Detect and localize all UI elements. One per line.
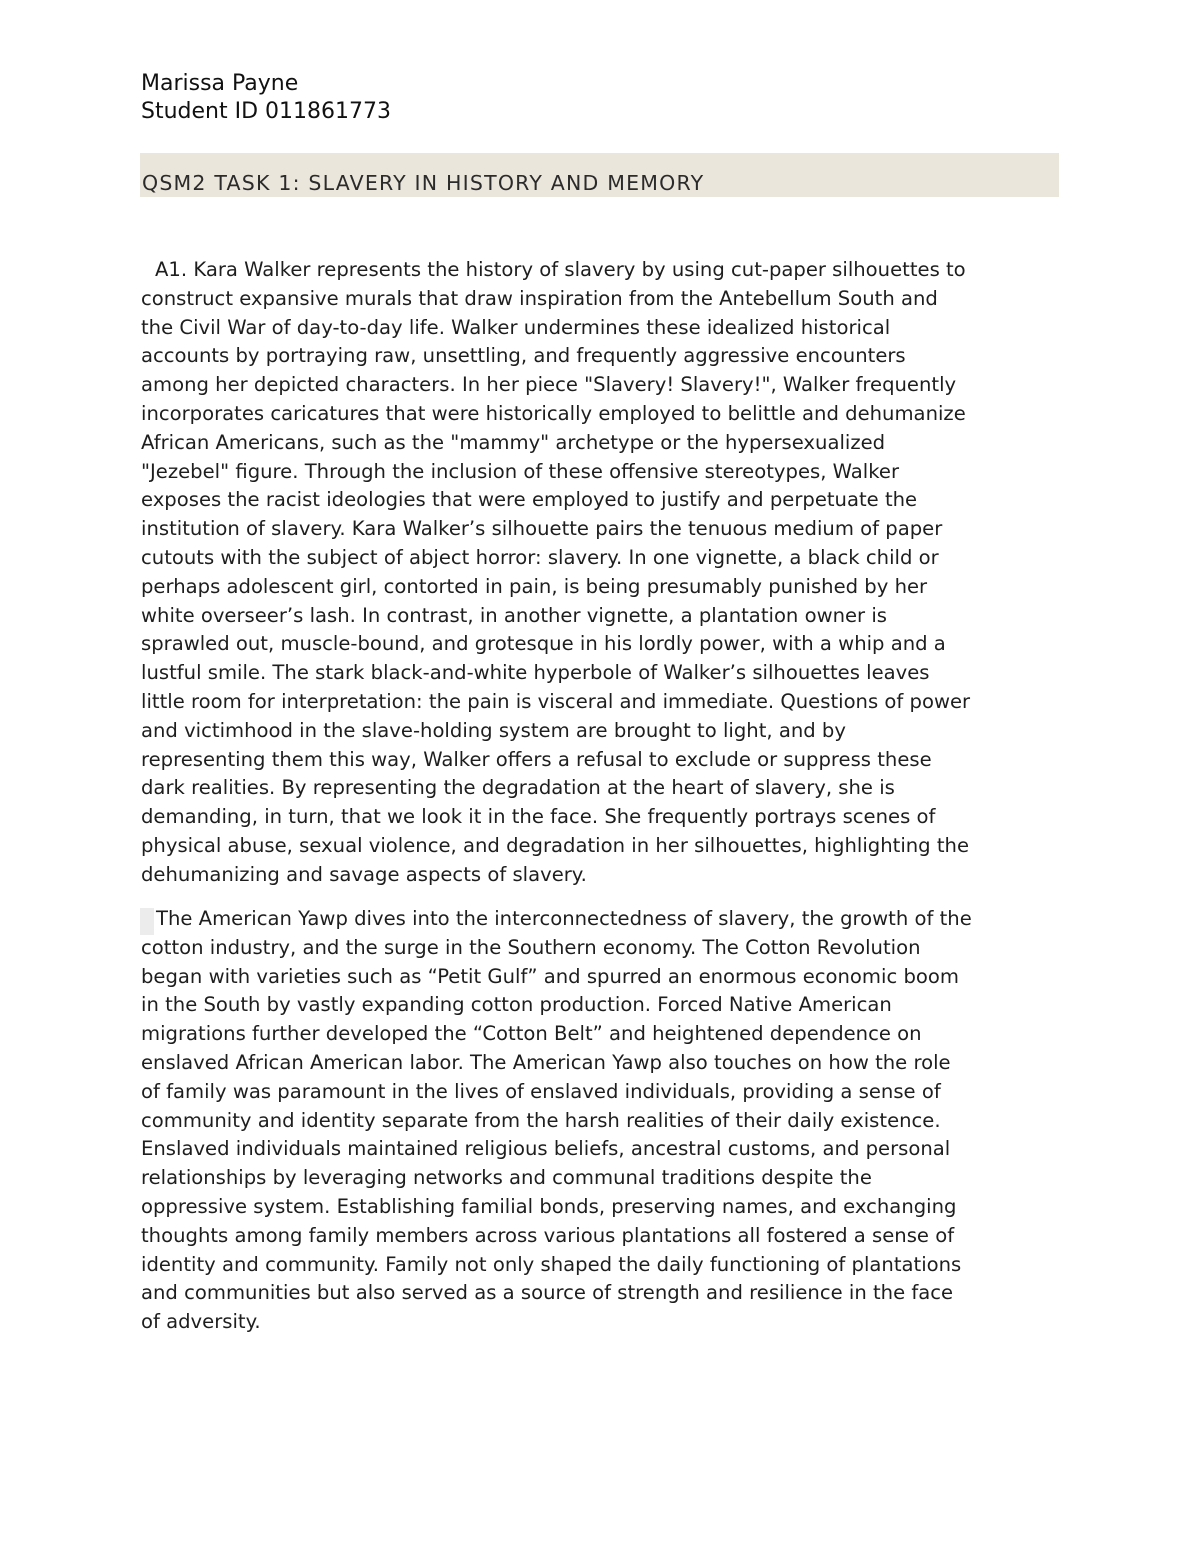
text-line: and victimhood in the slave-holding system are brought to light, and by [141, 718, 846, 742]
text-line: and communities but also served as a source of strength and resilience in the face [141, 1281, 954, 1305]
text-line: incorporates caricatures that were historically employed to belittle and dehumanize [141, 401, 966, 425]
text-line: among her depicted characters. In her piece "Slavery! Slavery!", Walker frequently [141, 373, 957, 397]
author-block [141, 70, 391, 126]
text-line: construct expansive murals that draw inspiration from the Antebellum South and [141, 286, 938, 310]
text-cursor-highlight [140, 908, 154, 935]
text-line: exposes the racist ideologies that were employed to justify and perpetuate the [141, 488, 918, 512]
text-line: little room for interpretation: the pain is visceral and immediate. Questions of power [141, 689, 971, 713]
text-line: physical abuse, sexual violence, and degradation in her silhouettes, highlighting the [141, 833, 969, 857]
title-band [140, 153, 1059, 197]
text-line: sprawled out, muscle-bound, and grotesque in his lordly power, with a whip and a [141, 632, 946, 656]
text-line: The American Yawp dives into the interconnectedness of slavery, the growth of the [156, 907, 972, 930]
text-line: perhaps adolescent girl, contorted in pain, is being presumably punished by her [141, 574, 928, 598]
text-line: dehumanizing and savage aspects of slavery. [141, 862, 587, 886]
text-line: in the South by vastly expanding cotton production. Forced Native American [141, 993, 892, 1017]
text-line: representing them this way, Walker offers a refusal to exclude or suppress these [141, 747, 932, 771]
text-line: of adversity. [141, 1310, 261, 1334]
text-line: institution of slavery. Kara Walker’s silhouette pairs the tenuous medium of paper [141, 517, 943, 541]
text-line: Enslaved individuals maintained religious beliefs, ancestral customs, and personal [141, 1137, 951, 1161]
document-title: QSM2 TASK 1: SLAVERY IN HISTORY AND MEMORY [142, 171, 705, 195]
text-line: of family was paramount in the lives of enslaved individuals, providing a sense of [141, 1079, 941, 1103]
text-line: relationships by leveraging networks and communal traditions despite the [141, 1166, 872, 1190]
text-line: community and identity separate from the harsh realities of their daily existence. [141, 1108, 941, 1132]
text-line: cutouts with the subject of abject horror: slavery. In one vignette, a black child or [141, 545, 939, 569]
student-id: Student ID 011861773 [141, 99, 391, 124]
text-line: accounts by portraying raw, unsettling, and frequently aggressive encounters [141, 344, 906, 368]
text-line: dark realities. By representing the degradation at the heart of slavery, she is [141, 776, 895, 800]
text-line: the Civil War of day-to-day life. Walker undermines these idealized historical [141, 315, 891, 339]
text-line: thoughts among family members across various plantations all fostered a sense of [141, 1223, 955, 1247]
text-line: migrations further developed the “Cotton Belt” and heightened dependence on [141, 1022, 922, 1046]
author-name: Marissa Payne [141, 71, 299, 96]
text-line: A1. Kara Walker represents the history of slavery by using cut-paper silhouettes to [155, 258, 966, 281]
paragraph-a1 [141, 256, 1066, 890]
text-line: "Jezebel" figure. Through the inclusion of these offensive stereotypes, Walker [141, 459, 899, 483]
text-line: oppressive system. Establishing familial bonds, preserving names, and exchanging [141, 1194, 957, 1218]
text-line: white overseer’s lash. In contrast, in another vignette, a plantation owner is [141, 603, 887, 627]
text-line: cotton industry, and the surge in the Southern economy. The Cotton Revolution [141, 935, 921, 959]
text-line: enslaved African American labor. The American Yawp also touches on how the role [141, 1050, 951, 1074]
text-line: lustful smile. The stark black-and-white hyperbole of Walker’s silhouettes leaves [141, 661, 930, 685]
text-line: demanding, in turn, that we look it in the face. She frequently portrays scenes of [141, 805, 936, 829]
text-line: African Americans, such as the "mammy" archetype or the hypersexualized [141, 430, 886, 454]
text-line: identity and community. Family not only shaped the daily functioning of plantations [141, 1252, 962, 1276]
text-line: began with varieties such as “Petit Gulf” and spurred an enormous economic boom [141, 964, 959, 988]
paragraph-american-yawp [141, 905, 1066, 1337]
